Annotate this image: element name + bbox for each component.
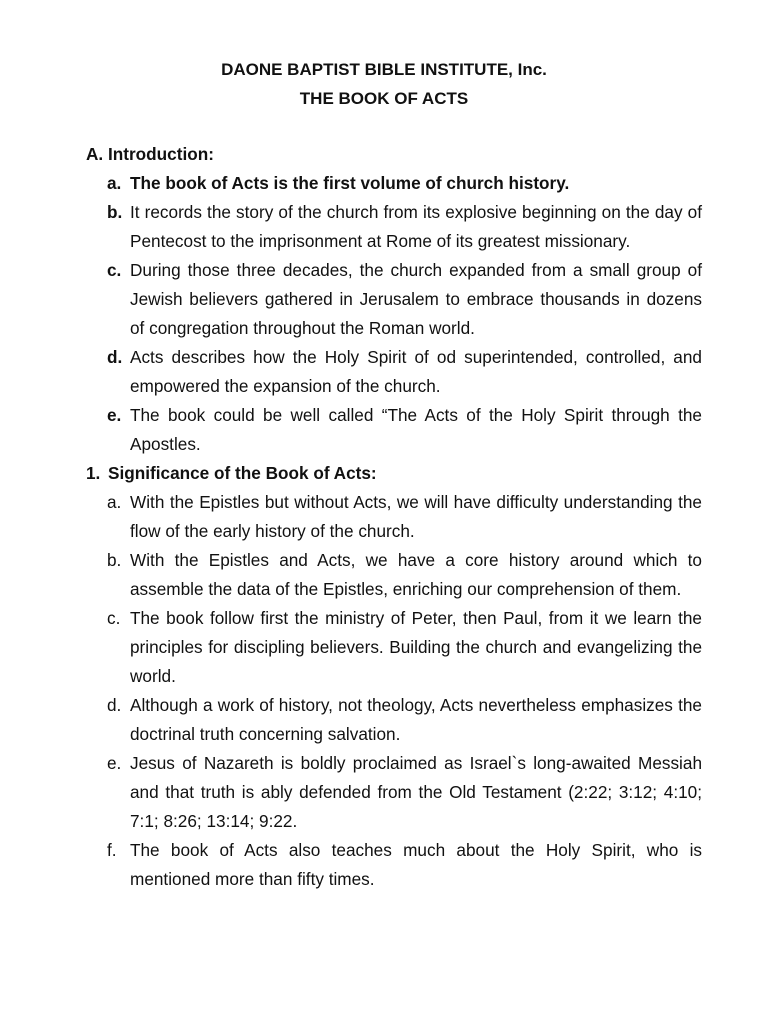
list-item [86, 691, 702, 749]
list-item-text: The book of Acts is the first volume of church history. [130, 173, 570, 193]
section-title: Introduction: [108, 144, 214, 164]
list-item-text: The book could be well called “The Acts of the Holy Spirit through the Apostles. [130, 405, 702, 454]
list-item [86, 169, 702, 198]
list-item-text: With the Epistles and Acts, we have a core history around which to assemble the data of the Epistles, enriching our comprehension of them. [130, 550, 702, 599]
list-marker: c. [107, 608, 121, 628]
list-item [86, 749, 702, 836]
document-title: THE BOOK OF ACTS [299, 89, 469, 108]
list-marker: b. [107, 550, 122, 570]
list-marker: f. [107, 840, 117, 860]
list-marker: d. [107, 347, 123, 367]
list-item-text: Acts describes how the Holy Spirit of od superintended, controlled, and empowered the expansion of the church. [130, 347, 702, 396]
list-item-text: During those three decades, the church expanded from a small group of Jewish believers gathered in Jerusalem to embrace thousands in dozens of congregation throughout the Roman world. [130, 260, 702, 338]
list-item-text: The book follow first the ministry of Peter, then Paul, from it we learn the principles for discipling believers. Building the church and evangelizing the world. [130, 608, 702, 686]
document-body [86, 140, 702, 894]
list-item-text: With the Epistles but without Acts, we will have difficulty understanding the flow of the early history of the church. [130, 492, 702, 541]
list-item-text: Jesus of Nazareth is boldly proclaimed as Israel`s long-awaited Messiah and that truth is ably defended from the Old Testament (2:22; 3:12; 4:10; 7:1; 8:26; 13:14; 9:22. [130, 753, 702, 831]
section-number: A. [86, 144, 104, 164]
list-item [86, 343, 702, 401]
list-marker: e. [107, 753, 122, 773]
list-item [86, 488, 702, 546]
list-marker: e. [107, 405, 122, 425]
list-item [86, 256, 702, 343]
section-heading [86, 140, 702, 169]
list-item [86, 836, 702, 894]
section-number: 1. [86, 463, 101, 483]
list-item [86, 604, 702, 691]
list-item [86, 401, 702, 459]
list-item [86, 198, 702, 256]
list-marker: b. [107, 202, 123, 222]
section-title: Significance of the Book of Acts: [108, 463, 377, 483]
list-item-text: Although a work of history, not theology, Acts nevertheless emphasizes the doctrinal truth concerning salvation. [130, 695, 702, 744]
section-heading [86, 459, 702, 488]
list-marker: c. [107, 260, 122, 280]
list-item [86, 546, 702, 604]
section-significance [86, 459, 702, 894]
document-header [0, 55, 768, 113]
significance-list [86, 488, 702, 894]
introduction-list [86, 169, 702, 459]
section-introduction [86, 140, 702, 459]
list-item-text: The book of Acts also teaches much about the Holy Spirit, who is mentioned more than fifty times. [130, 840, 702, 889]
institution-name: DAONE BAPTIST BIBLE INSTITUTE, Inc. [221, 60, 547, 79]
list-item-text: It records the story of the church from its explosive beginning on the day of Pentecost to the imprisonment at Rome of its greatest missionary. [130, 202, 702, 251]
list-marker: a. [107, 173, 122, 193]
list-marker: a. [107, 492, 122, 512]
list-marker: d. [107, 695, 122, 715]
